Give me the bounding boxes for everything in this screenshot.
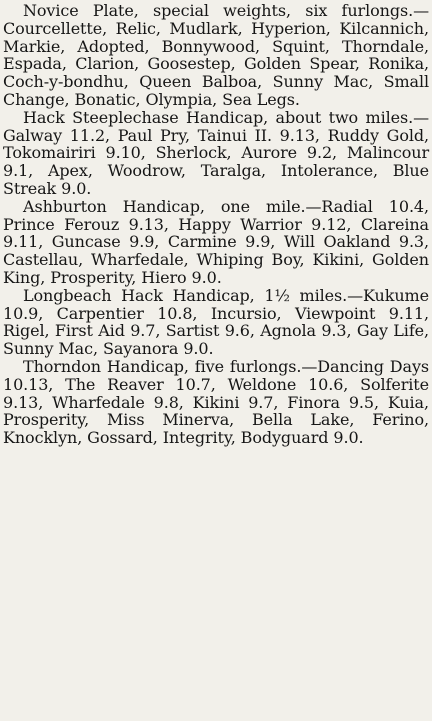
race-runners: —Courcellette, Relic, Mudlark, Hyperion, Kilcannich, Markie, Adopted, Bonnywood, Squint, Thorndale, Espada, Clarion, Goosestep, Golden Spear, Ronika, Coch-y-bondhu, Queen Balboa, Sunny Mac, Small Change, Bonatic, Olympia, Sea Legs. [3, 1, 429, 109]
race-runners: —Radial 10.4, Prince Ferouz 9.13, Happy Warrior 9.12, Clareina 9.11, Guncase 9.9, Carmine 9.9, Will Oakland 9.3, Castellau, Wharfedale, Whiping Boy, Kikini, Golden King, Prosperity, Hiero 9.0. [3, 196, 429, 287]
race-heading: Hack Steeplechase Handicap, about two miles. [23, 107, 414, 127]
race-heading: Ashburton Handicap, one mile. [23, 196, 306, 216]
race-runners: —Dancing Days 10.13, The Reaver 10.7, Weldone 10.6, Solferite 9.13, Wharfedale 9.8, Kikini 9.7, Finora 9.5, Kuia, Prosperity, Miss Minerva, Bella Lake, Ferino, Knocklyn, Gossard, Integrity, Bodyguard 9.0. [3, 356, 430, 448]
race-entry-longbeach-hack [3, 287, 429, 358]
race-entry-hack-steeplechase [3, 109, 429, 198]
race-entry-novice-plate [3, 2, 429, 109]
race-runners: —Galway 11.2, Paul Pry, Tainui II. 9.13, Ruddy Gold, Tokomairiri 9.10, Sherlock, Aurore 9.2, Malincour 9.1, Apex, Woodrow, Taralga, Intolerance, Blue Streak 9.0. [3, 107, 429, 198]
race-runners: —Kukume 10.9, Carpentier 10.8, Incursio, Viewpoint 9.11, Rigel, First Aid 9.7, Sartist 9.6, Agnola 9.3, Gay Life, Sunny Mac, Sayanora 9.0. [3, 285, 429, 359]
race-heading: Thorndon Handicap, five furlongs. [23, 356, 302, 376]
race-heading: Novice Plate, special weights, six furlongs. [23, 1, 414, 20]
race-heading: Longbeach Hack Handicap, 1½ miles. [23, 285, 348, 305]
race-entry-ashburton-handicap [3, 198, 429, 287]
race-entry-thorndon-handicap [3, 358, 429, 447]
